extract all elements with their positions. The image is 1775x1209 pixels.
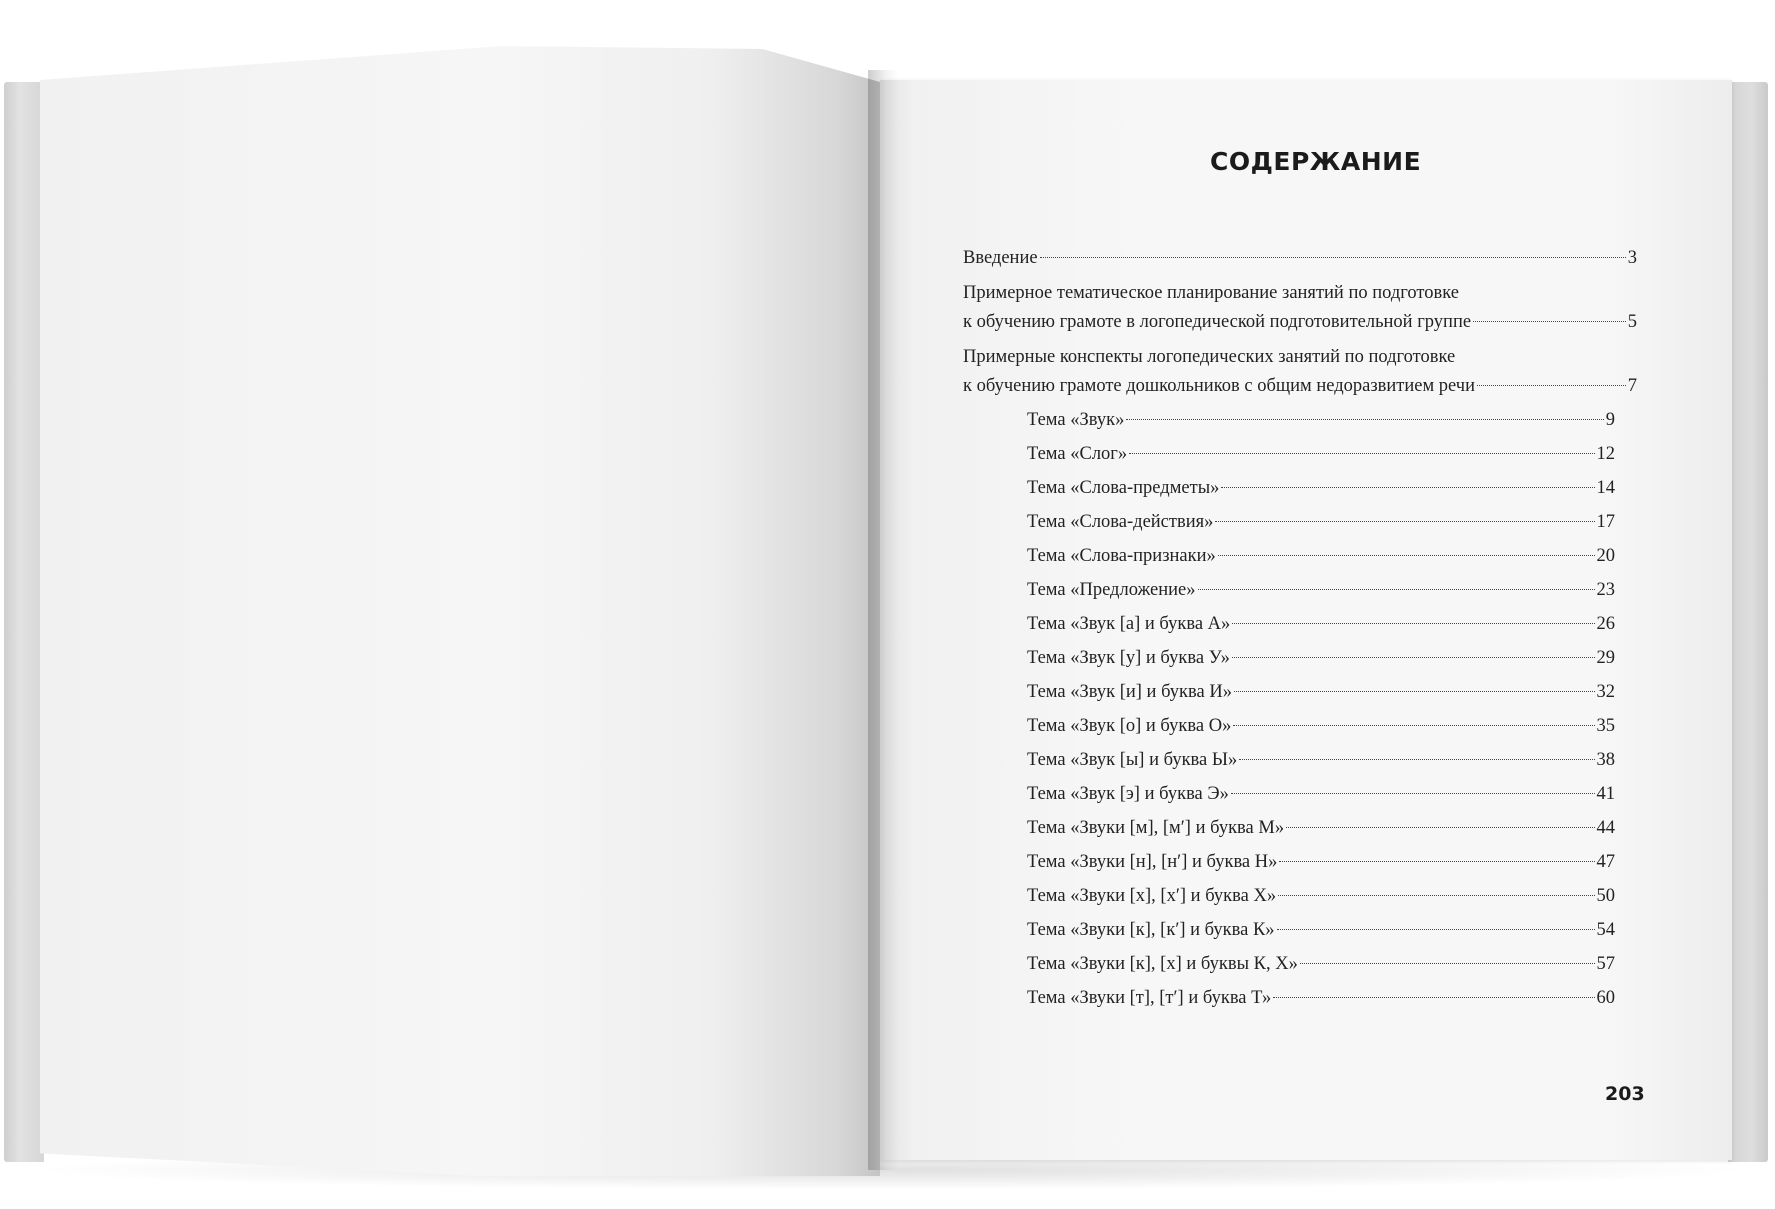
toc-entry-line: Примерное тематическое планирование занятий по подготовке <box>963 283 1459 303</box>
toc-entry-page: 3 <box>1627 248 1637 268</box>
toc-entry-page: 32 <box>1596 682 1615 702</box>
toc-entry-page: 7 <box>1627 376 1637 396</box>
toc-subentry <box>1027 645 1615 671</box>
toc-entry-title: Тема «Звуки [к], [х] и буквы К, Х» <box>1027 954 1298 974</box>
toc-entry-page: 50 <box>1596 886 1615 906</box>
toc-subentry <box>1027 611 1615 637</box>
toc-entry-title: Тема «Слова-действия» <box>1027 512 1214 532</box>
toc-entry-page: 35 <box>1596 716 1615 736</box>
toc-entry-page: 9 <box>1605 410 1615 430</box>
dot-leader <box>1233 725 1594 726</box>
toc-entry-title: Тема «Звуки [т], [т′] и буква Т» <box>1027 988 1272 1008</box>
toc-subentry <box>1027 441 1615 467</box>
dot-leader <box>1273 997 1594 998</box>
toc-entry-title: Тема «Звук [э] и буква Э» <box>1027 784 1229 804</box>
dot-leader <box>1279 861 1594 862</box>
toc-entry-title: Тема «Предложение» <box>1027 580 1196 600</box>
dot-leader <box>1040 257 1626 258</box>
toc-entry-page: 29 <box>1596 648 1615 668</box>
dot-leader <box>1129 453 1594 454</box>
toc-entry-title: Тема «Звук [о] и буква О» <box>1027 716 1232 736</box>
toc-subentry <box>1027 713 1615 739</box>
dot-leader <box>1232 657 1595 658</box>
toc-entry-page: 14 <box>1596 478 1615 498</box>
toc-entry-title: Тема «Звуки [к], [к′] и буква К» <box>1027 920 1275 940</box>
toc-subentry <box>1027 543 1615 569</box>
toc-entry-title: Тема «Звук [ы] и буква Ы» <box>1027 750 1238 770</box>
toc-subentry <box>1027 849 1615 875</box>
toc-subentry <box>1027 747 1615 773</box>
toc-entry <box>963 309 1637 335</box>
toc-entry-title: Введение <box>963 248 1038 268</box>
toc-entry-page: 57 <box>1596 954 1615 974</box>
toc-subentry <box>1027 951 1615 977</box>
dot-leader <box>1232 623 1594 624</box>
toc-entry-page: 12 <box>1596 444 1615 464</box>
toc-subentry <box>1027 985 1615 1011</box>
dot-leader <box>1215 521 1594 522</box>
toc-entry-page: 54 <box>1596 920 1615 940</box>
toc-entry-title: Тема «Звуки [х], [х′] и буква Х» <box>1027 886 1277 906</box>
toc-entry <box>963 373 1637 399</box>
dot-leader <box>1300 963 1595 964</box>
dot-leader <box>1277 929 1595 930</box>
toc-title: СОДЕРЖАНИЕ <box>1210 147 1422 176</box>
toc-entry-page: 41 <box>1596 784 1615 804</box>
dot-leader <box>1286 827 1594 828</box>
toc-subentry <box>1027 917 1615 943</box>
dot-leader <box>1234 691 1595 692</box>
toc-entry-title: Тема «Звуки [м], [м′] и буква М» <box>1027 818 1285 838</box>
toc-entry-title: Тема «Слог» <box>1027 444 1128 464</box>
dot-leader <box>1198 589 1595 590</box>
toc-entry-title: Тема «Звук [и] и буква И» <box>1027 682 1232 702</box>
toc-entry-page: 17 <box>1596 512 1615 532</box>
toc-entry-title: к обучению грамоте в логопедической подготовительной группе <box>963 312 1472 332</box>
dot-leader <box>1218 555 1595 556</box>
toc-subentry <box>1027 577 1615 603</box>
toc-entry-page: 20 <box>1596 546 1615 566</box>
dot-leader <box>1239 759 1594 760</box>
toc-entry-page: 38 <box>1596 750 1615 770</box>
toc-entry-page: 26 <box>1596 614 1615 634</box>
toc-entry-page: 23 <box>1596 580 1615 600</box>
toc-subentry <box>1027 883 1615 909</box>
toc-entry-title: Тема «Звук» <box>1027 410 1125 430</box>
dot-leader <box>1126 419 1603 420</box>
toc-entry-title: к обучению грамоте дошкольников с общим недоразвитием речи <box>963 376 1476 396</box>
page-number: 203 <box>1605 1083 1645 1105</box>
toc-subentry <box>1027 407 1615 433</box>
toc-entry-title: Тема «Звук [у] и буква У» <box>1027 648 1230 668</box>
dot-leader <box>1278 895 1594 896</box>
toc-subentry <box>1027 509 1615 535</box>
toc-entry-title: Тема «Слова-предметы» <box>1027 478 1220 498</box>
toc-subentry <box>1027 815 1615 841</box>
toc-subentry <box>1027 475 1615 501</box>
dot-leader <box>1477 385 1626 386</box>
toc-entry-page: 47 <box>1596 852 1615 872</box>
dot-leader <box>1473 321 1626 322</box>
toc-entry <box>963 245 1637 271</box>
toc-entry-title: Тема «Звук [а] и буква А» <box>1027 614 1231 634</box>
toc-entry-title: Тема «Звуки [н], [н′] и буква Н» <box>1027 852 1278 872</box>
toc-subentry <box>1027 781 1615 807</box>
dot-leader <box>1231 793 1595 794</box>
toc-subentry <box>1027 679 1615 705</box>
toc-entry-page: 44 <box>1596 818 1615 838</box>
dot-leader <box>1221 487 1594 488</box>
toc-entry-page: 5 <box>1627 312 1637 332</box>
toc-entry-page: 60 <box>1596 988 1615 1008</box>
toc-entry-title: Тема «Слова-признаки» <box>1027 546 1216 566</box>
toc-entry-line: Примерные конспекты логопедических занятий по подготовке <box>963 347 1456 367</box>
